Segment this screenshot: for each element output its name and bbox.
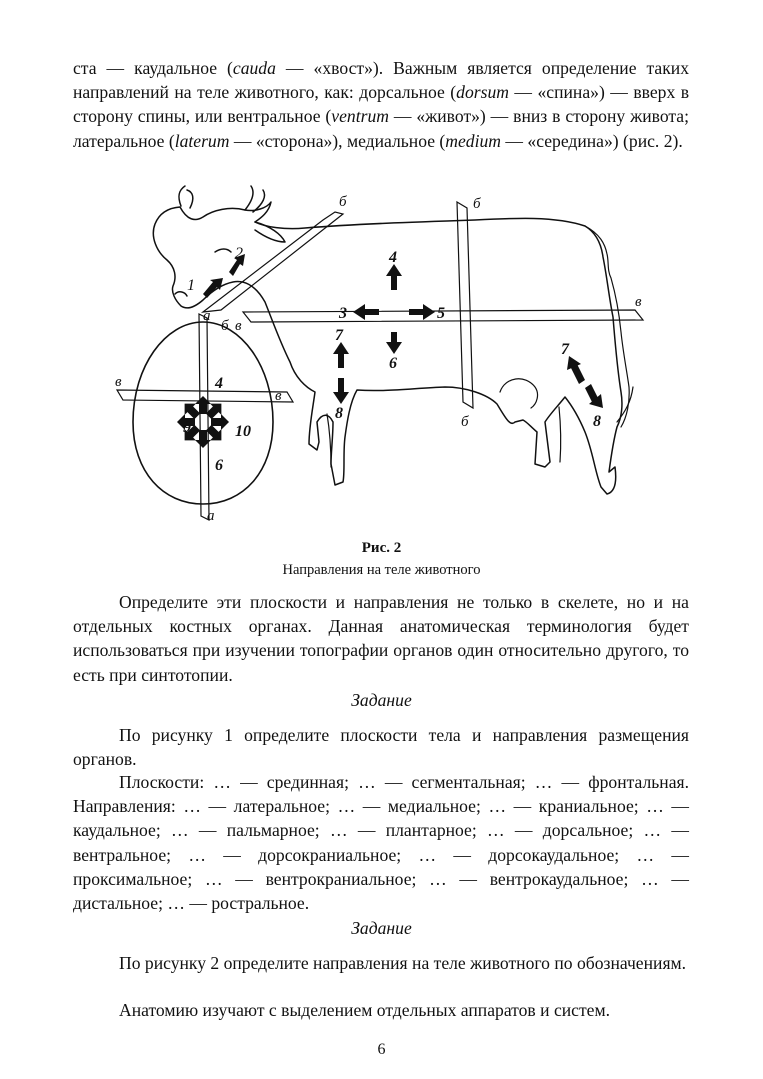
- label-4-egg: 4: [215, 375, 223, 392]
- label-5: 5: [437, 305, 445, 322]
- label-4-body: 4: [389, 249, 397, 266]
- label-v-1: в: [235, 318, 242, 334]
- label-9: 9: [183, 419, 191, 436]
- cow-outline: [153, 202, 622, 494]
- label-v-4: в: [275, 388, 282, 404]
- page-number: 6: [377, 1041, 386, 1058]
- label-b-2: б: [473, 196, 481, 212]
- label-7-front: 7: [335, 327, 343, 344]
- paragraph-6: Анатомию изучают с выделением отдельных аппаратов и систем.: [119, 1000, 611, 1020]
- label-1: 1: [187, 277, 195, 294]
- label-7-hind: 7: [561, 341, 569, 358]
- paragraph-5: По рисунку 2 определите направления на теле животного по обозначениям.: [119, 953, 687, 973]
- figure-caption-subtitle: Направления на теле животного: [282, 562, 481, 578]
- task-heading-2: Задание: [351, 918, 412, 938]
- top-paragraph: ста — каудальное (cauda — «хвост»). Важным является определение таких направлений на теле животного, как: дорсальное (dorsum — «спина») — вверх в сторону спины, или вентральное (ventrum — «живот») — вниз в сторону живота; латеральное (laterum — «сторона»), медиальное (medium — «середина») (рис. 2).: [73, 58, 690, 151]
- paragraph-3: По рисунку 1 определите плоскости тела и направления размещения органов.: [73, 725, 689, 770]
- label-b-4: б: [221, 318, 229, 334]
- label-6-body: 6: [389, 355, 397, 372]
- label-6-egg: 6: [215, 457, 223, 474]
- figure-caption-title: Рис. 2: [361, 540, 402, 556]
- label-b-3: б: [461, 414, 469, 430]
- label-b-1: б: [339, 194, 347, 210]
- label-a-1: а: [203, 308, 211, 324]
- cow-directions-figure: [95, 182, 675, 527]
- paragraph-2: Определите эти плоскости и направления не только в скелете, но и на отдельных костных органах. Данная анатомическая терминология будет использоваться при изучении топографии органов один относительно другого, то есть при синтотопии.: [73, 592, 689, 685]
- label-10: 10: [235, 423, 251, 440]
- label-8-hind: 8: [593, 413, 601, 430]
- paragraph-4: Плоскости: … — срединная; … — сегментальная; … — фронтальная. Направления: … — латеральное; … — медиальное; … — краниальное; … — каудальное; … — пальмарное; … — плантарное; … — дорсальное; … — вентральное; … — дорсокраниальное; … — дорсокаудальное; … — проксимальное; … — вентрокраниальное; … — вентрокаудальное; … — дистальное; … — рострaльное.: [73, 772, 689, 914]
- label-2: 2: [235, 245, 243, 262]
- task-heading-1: Задание: [351, 690, 412, 710]
- label-a-2: а: [207, 508, 215, 524]
- label-3: 3: [339, 305, 347, 322]
- label-v-2: в: [635, 294, 642, 310]
- label-v-3: в: [115, 374, 122, 390]
- label-8-front: 8: [335, 405, 343, 422]
